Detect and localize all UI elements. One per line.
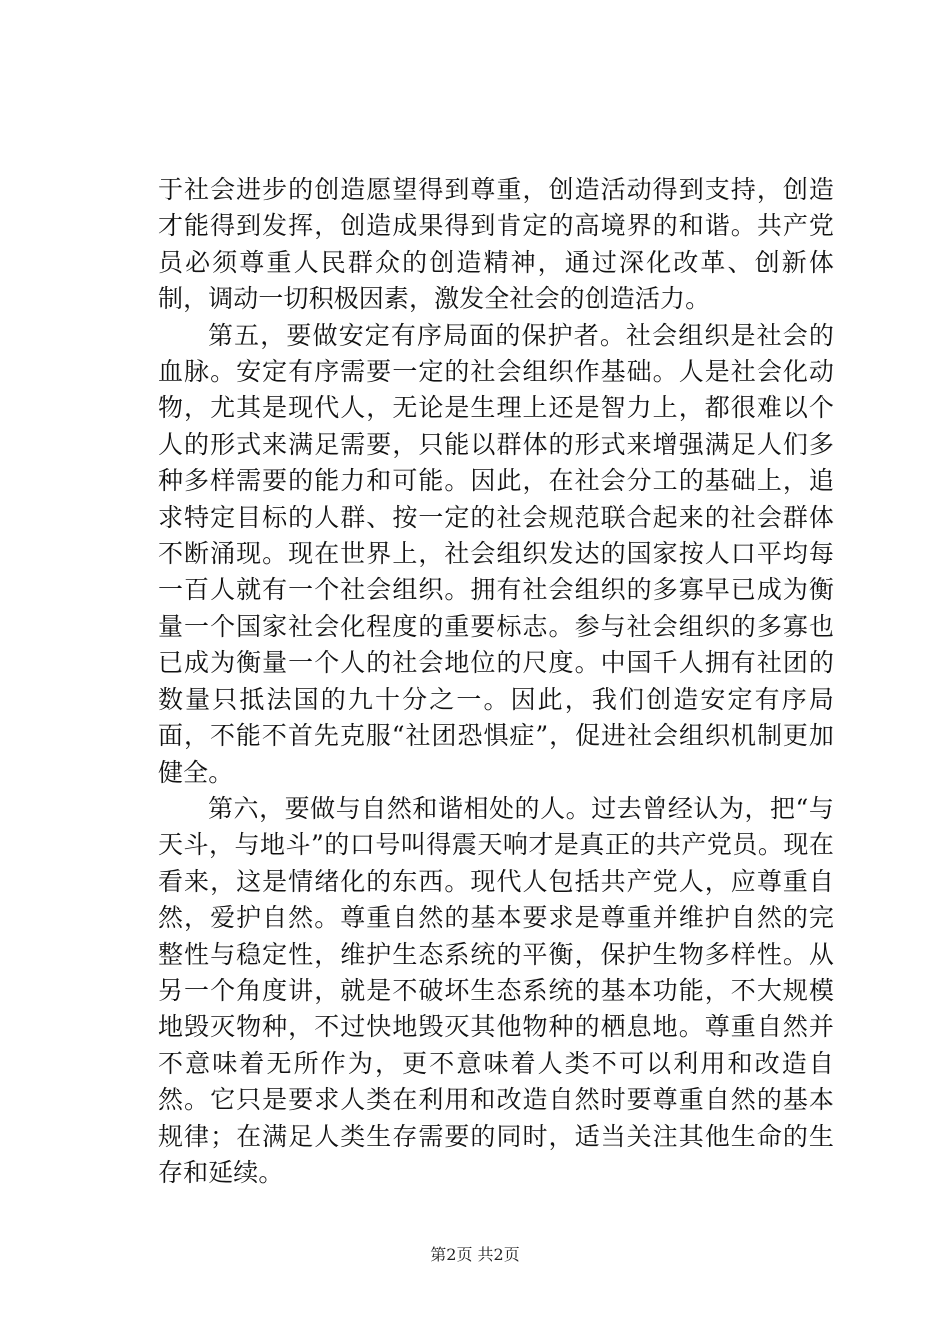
paragraph-fifth-point: 第五，要做安定有序局面的保护者。社会组织是社会的血脉。安定有序需要一定的社会组织作基础。人是社会化动物，尤其是现代人，无论是生理上还是智力上，都很难以个人的形式来满足需要，只能以群体的形式来增强满足人们多种多样需要的能力和可能。因此，在社会分工的基础上，追求特定目标的人群、按一定的社会规范联合起来的社会群体不断涌现。现在世界上，社会组织发达的国家按人口平均每一百人就有一个社会组织。拥有社会组织的多寡早已成为衡量一个国家社会化程度的重要标志。参与社会组织的多寡也已成为衡量一个人的社会地位的尺度。中国千人拥有社团的数量只抵法国的九十分之一。因此，我们创造安定有序局面，不能不首先克服“社团恐惧症”，促进社会组织机制更加健全。 — [158, 320, 834, 787]
document-body — [158, 172, 834, 1191]
paragraph-continuation: 于社会进步的创造愿望得到尊重，创造活动得到支持，创造才能得到发挥，创造成果得到肯定的高境界的和谐。共产党员必须尊重人民群众的创造精神，通过深化改革、创新体制，调动一切积极因素，激发全社会的创造活力。 — [158, 175, 834, 314]
paragraph-sixth-point: 第六，要做与自然和谐相处的人。过去曾经认为，把“与天斗，与地斗”的口号叫得震天响才是真正的共产党员。现在看来，这是情绪化的东西。现代人包括共产党人，应尊重自然，爱护自然。尊重自然的基本要求是尊重并维护自然的完整性与稳定性，维护生态系统的平衡，保护生物多样性。从另一个角度讲，就是不破坏生态系统的基本功能，不大规模地毁灭物种，不过快地毁灭其他物种的栖息地。尊重自然并不意味着无所作为，更不意味着人类不可以利用和改造自然。它只是要求人类在利用和改造自然时要尊重自然的基本规律；在满足人类生存需要的同时，适当关注其他生命的生存和延续。 — [158, 793, 834, 1187]
page-number-footer: 第2页 共2页 — [430, 1245, 520, 1264]
